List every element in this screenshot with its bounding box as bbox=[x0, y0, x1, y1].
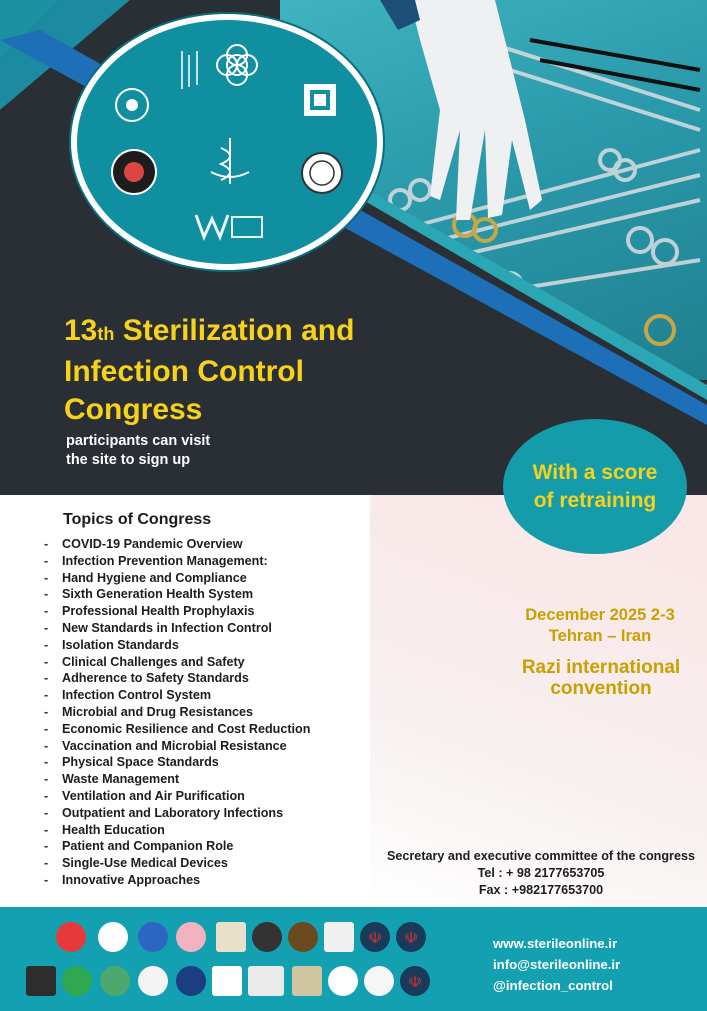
topic-item bbox=[44, 637, 310, 654]
topic-item bbox=[44, 738, 310, 755]
signup-note-line-1: participants can visit bbox=[66, 433, 211, 449]
event-date-block bbox=[500, 605, 700, 647]
topic-item bbox=[44, 536, 310, 553]
venue-line-2: convention bbox=[550, 678, 652, 699]
topic-label: Sixth Generation Health System bbox=[62, 587, 254, 602]
topic-label: Vaccination and Microbial Resistance bbox=[62, 738, 287, 753]
website-link[interactable]: www.sterileonline.ir bbox=[493, 936, 618, 951]
venue-line-1: Razi international bbox=[521, 657, 681, 678]
topic-label: Physical Space Standards bbox=[62, 755, 219, 770]
partner-logos-oval bbox=[71, 14, 383, 270]
secretary-tel: Tel : + 98 2177653705 bbox=[477, 866, 605, 880]
sponsor-logo-7-icon bbox=[288, 922, 318, 952]
sponsor-logo-2-icon bbox=[98, 922, 128, 952]
sponsor-logo-1-icon bbox=[56, 922, 86, 952]
topic-item bbox=[44, 788, 310, 805]
bullet-dash-icon: - bbox=[44, 805, 49, 820]
sponsor-logo-17-icon bbox=[328, 966, 358, 996]
bullet-dash-icon: - bbox=[44, 704, 49, 719]
sponsor-logo-3-icon bbox=[138, 922, 168, 952]
bullet-dash-icon: - bbox=[44, 654, 49, 669]
topic-label: Health Education bbox=[62, 822, 165, 837]
topic-label: Microbial and Drug Resistances bbox=[62, 704, 254, 719]
topic-label: Hand Hygiene and Compliance bbox=[62, 570, 247, 585]
sponsor-logo-9-icon bbox=[26, 966, 56, 996]
topic-label: New Standards in Infection Control bbox=[62, 620, 272, 635]
topic-label: Ventilation and Air Purification bbox=[62, 788, 245, 803]
bullet-dash-icon: - bbox=[44, 788, 49, 803]
topic-label: Isolation Standards bbox=[62, 637, 179, 652]
social-handle[interactable]: @infection_control bbox=[493, 978, 613, 993]
bullet-dash-icon: - bbox=[44, 721, 49, 736]
sponsor-logo-12-icon bbox=[138, 966, 168, 996]
sponsor-logo-11-icon bbox=[100, 966, 130, 996]
sponsor-logo-15-icon bbox=[248, 966, 284, 996]
topic-label: Professional Health Prophylaxis bbox=[62, 604, 255, 619]
title-line-3: Congress bbox=[64, 393, 203, 426]
topic-item bbox=[44, 654, 310, 671]
email-link[interactable]: info@sterileonline.ir bbox=[493, 957, 621, 972]
signup-note bbox=[66, 432, 286, 470]
bullet-dash-icon: - bbox=[44, 604, 49, 619]
topics-heading: Topics of Congress bbox=[63, 511, 212, 528]
topic-item bbox=[44, 553, 310, 570]
topic-item bbox=[44, 771, 310, 788]
bullet-dash-icon: - bbox=[44, 637, 49, 652]
sponsor-logo-13-icon bbox=[176, 966, 206, 996]
society-emblem-icon bbox=[107, 75, 157, 135]
bullet-dash-icon: - bbox=[44, 671, 49, 686]
sponsor-logo-6-icon bbox=[252, 922, 282, 952]
event-date: December 2025 2-3 bbox=[525, 606, 675, 624]
rak-circle-logo-icon bbox=[297, 148, 347, 198]
topic-item bbox=[44, 855, 310, 872]
caduceus-logo-icon bbox=[199, 130, 261, 192]
retraining-score-badge bbox=[503, 419, 687, 554]
bullet-dash-icon: - bbox=[44, 587, 49, 602]
topic-label: Clinical Challenges and Safety bbox=[62, 654, 245, 669]
topic-label: Waste Management bbox=[62, 772, 180, 787]
event-city: Tehran – Iran bbox=[548, 627, 652, 645]
sponsor-logo-16-icon bbox=[292, 966, 322, 996]
retraining-score-text: With a score of retraining bbox=[532, 460, 658, 512]
signup-note-line-2: the site to sign up bbox=[66, 452, 191, 468]
bullet-dash-icon: - bbox=[44, 839, 49, 854]
infection-control-association-icon bbox=[295, 75, 345, 125]
bullet-dash-icon: - bbox=[44, 553, 49, 568]
topic-item bbox=[44, 603, 310, 620]
sponsor-logo-18-icon bbox=[364, 966, 394, 996]
content-area-tint bbox=[370, 495, 707, 907]
edition-suffix: th bbox=[97, 324, 115, 344]
bullet-dash-icon: - bbox=[44, 856, 49, 871]
topic-item bbox=[44, 570, 310, 587]
sponsor-logo-4-icon bbox=[176, 922, 206, 952]
bullet-dash-icon: - bbox=[44, 822, 49, 837]
bullet-dash-icon: - bbox=[44, 537, 49, 551]
congress-title bbox=[64, 312, 424, 429]
topic-label: Economic Resilience and Cost Reduction bbox=[62, 721, 311, 736]
iran-emblem-2-icon: ☫ bbox=[396, 922, 426, 952]
title-line-2: Infection Control bbox=[64, 355, 304, 388]
edition-number: 13 bbox=[64, 314, 98, 347]
topic-item bbox=[44, 620, 310, 637]
secretary-fax: Fax : +982177653700 bbox=[478, 883, 604, 897]
sponsor-logo-10-icon bbox=[62, 966, 92, 996]
medical-seal-icon bbox=[107, 145, 161, 199]
sponsor-logo-5-icon bbox=[216, 922, 246, 952]
bullet-dash-icon: - bbox=[44, 688, 49, 703]
secretary-heading: Secretary and executive committee of the congress bbox=[387, 849, 695, 863]
topic-label: COVID-19 Pandemic Overview bbox=[62, 537, 243, 551]
topic-label: Infection Prevention Management: bbox=[62, 553, 268, 568]
contact-info bbox=[493, 933, 693, 996]
persian-calligraphy-icon bbox=[175, 45, 205, 95]
topic-label: Single-Use Medical Devices bbox=[62, 856, 228, 871]
bullet-dash-icon: - bbox=[44, 772, 49, 787]
topic-label: Outpatient and Laboratory Infections bbox=[62, 805, 284, 820]
bullet-dash-icon: - bbox=[44, 620, 49, 635]
topic-item bbox=[44, 721, 310, 738]
bullet-dash-icon: - bbox=[44, 872, 49, 887]
event-venue bbox=[496, 657, 706, 699]
topic-item bbox=[44, 586, 310, 603]
secretary-info bbox=[378, 848, 704, 899]
bullet-dash-icon: - bbox=[44, 755, 49, 770]
iran-emblem-icon: ☫ bbox=[360, 922, 390, 952]
topics-list bbox=[44, 536, 310, 889]
title-line-1: Sterilization and bbox=[114, 314, 355, 347]
iran-emblem-3-icon: ☫ bbox=[400, 966, 430, 996]
bullet-dash-icon: - bbox=[44, 570, 49, 585]
topic-item bbox=[44, 805, 310, 822]
topic-item bbox=[44, 670, 310, 687]
topic-label: Infection Control System bbox=[62, 688, 212, 703]
bullet-dash-icon: - bbox=[44, 738, 49, 753]
sponsor-logo-8-icon bbox=[324, 922, 354, 952]
topic-item bbox=[44, 872, 310, 889]
sponsor-logos bbox=[26, 916, 446, 1004]
topic-item bbox=[44, 822, 310, 839]
topic-label: Innovative Approaches bbox=[62, 872, 201, 887]
topic-item bbox=[44, 687, 310, 704]
topic-label: Patient and Companion Role bbox=[62, 839, 234, 854]
topic-item bbox=[44, 704, 310, 721]
whs-logo-icon bbox=[189, 205, 269, 245]
university-logo-icon bbox=[207, 35, 267, 95]
topic-label: Adherence to Safety Standards bbox=[62, 671, 249, 686]
sponsor-logo-14-icon bbox=[212, 966, 242, 996]
topic-item bbox=[44, 838, 310, 855]
topic-item bbox=[44, 754, 310, 771]
